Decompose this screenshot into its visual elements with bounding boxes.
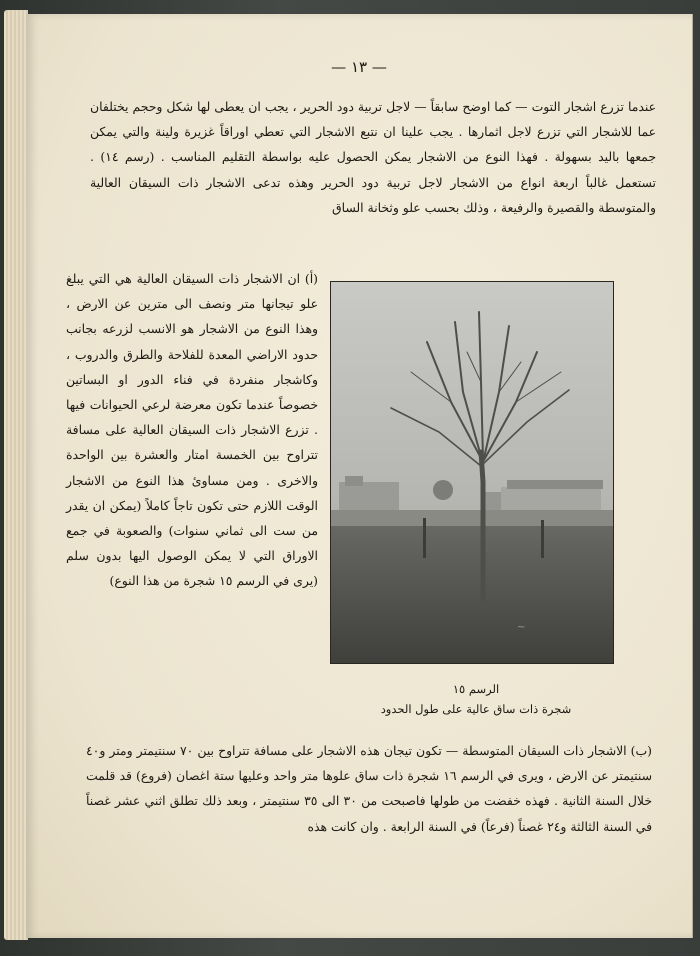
page-edges xyxy=(4,10,28,940)
figure-number: الرسم ١٥ xyxy=(452,682,500,696)
tall-trees-paragraph: (أ) ان الاشجار ذات السيقان العالية هي التي يبلغ علو تيجانها متر ونصف الى مترين عن الارض ، وهذا النوع من الاشجار هو الانسب لزرعه بجانب حدود الاراضي المعدة للفلاحة والطرق والدروب ، وكاشجار منفردة في فناء الدور او البساتين خصوصاً عندما تكون معرضة لرعي الحيوانات فيها . تزرع الاشجار ذات السيقان العالية على مسافة تتراوح بين الخمسة امتار والعشرة بين الواحدة والاخرى . ومن مساوئ هذا النوع من الاشجار الوقت اللازم حتى تكون تاجاً كاملاً (يمكن ان يقدر من ست الى ثماني سنوات) والصعوبة في جمع الاوراق التي لا يمكن الوصول اليها بدون سلم (يرى في الرسم ١٥ شجرة من هذا النوع) xyxy=(66,271,318,589)
svg-text:~: ~ xyxy=(517,622,526,633)
medium-trees-paragraph: (ب) الاشجار ذات السيقان المتوسطة — تكون تيجان هذه الاشجار على مسافة تتراوح بين ٧٠ سنتيمتر ومتر و٤٠ سنتيمتر عن الارض ، ويرى في الرسم ١٦ شجرة ذات ساق علوها متر واحد وعليها ستة اغصان (فروع) قد قلمت خلال السنة الثانية . فهذه خفضت من طولها فاصبحت من ٣٠ الى ٣٥ سنتيمتر ، وبعد ذلك تطلق اثني عشر غصناً في السنة الثالثة و٢٤ غصناً (فرعاً) في السنة الرابعة . وان كانت هذه xyxy=(86,743,652,834)
page-number: — ١٣ — xyxy=(331,58,387,76)
tree-photograph xyxy=(330,281,614,664)
book-page xyxy=(26,14,693,938)
intro-paragraph: عندما تزرع اشجار التوت — كما اوضح سابقاً — لاجل تربية دود الحرير ، يجب ان يعطى لها شكل وحجم يختلفان عما للاشجار التي تزرع لاجل اثمارها . يجب علينا ان نتبع الاشجار التي تعطي اوراقاً غزيرة ولينة والتي يمكن جمعها باليد بسهولة . فهذا النوع من الاشجار يمكن الحصول عليه بواسطة التقليم المناسب . (رسم ١٤) . تستعمل غالباً اربعة انواع من الاشجار لاجل تربية دود الحرير وهذه تدعى الاشجار ذات السيقان العالية والمتوسطة والقصيرة والرفيعة ، وذلك بحسب علو وثخانة الساق xyxy=(90,99,656,215)
figure-caption: شجرة ذات ساق عالية على طول الحدود xyxy=(380,702,572,716)
